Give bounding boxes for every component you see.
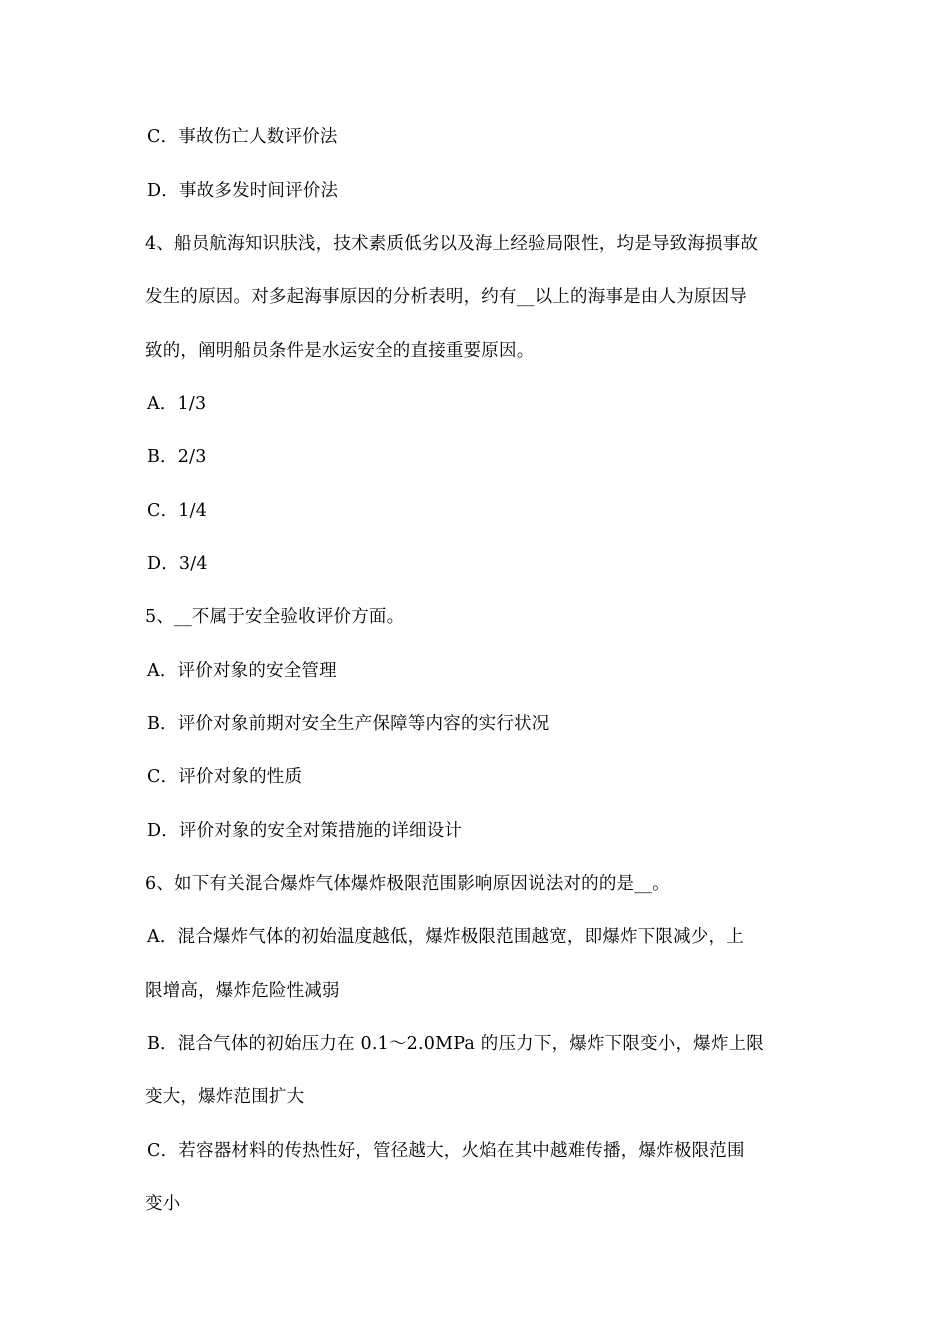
option-6a-line-2: 限增高，爆炸危险性减弱 (145, 981, 340, 1001)
option-4a: A．1/3 (147, 394, 207, 414)
question-5: 5、__不属于安全验收评价方面。 (145, 607, 405, 627)
question-4-line-2: 发生的原因。对多起海事原因的分析表明，约有__以上的海事是由人为原因导 (145, 287, 747, 307)
option-5a: A．评价对象的安全管理 (147, 661, 337, 681)
option-5b: B．评价对象前期对安全生产保障等内容的实行状况 (147, 714, 550, 734)
option-4c: C．1/4 (147, 501, 208, 521)
option-3d: D．事故多发时间评价法 (147, 181, 339, 201)
option-6c-line-1: C．若容器材料的传热性好，管径越大，火焰在其中越难传播，爆炸极限范围 (147, 1141, 745, 1161)
option-3c: C．事故伤亡人数评价法 (147, 127, 338, 147)
option-6a-line-1: A．混合爆炸气体的初始温度越低，爆炸极限范围越宽，即爆炸下限减少，上 (147, 927, 744, 947)
option-6b-line-2: 变大，爆炸范围扩大 (145, 1087, 305, 1107)
question-4-line-3: 致的，阐明船员条件是水运安全的直接重要原因。 (145, 341, 535, 361)
question-4-line-1: 4、船员航海知识肤浅，技术素质低劣以及海上经验局限性，均是导致海损事故 (145, 234, 759, 254)
option-5d: D．评价对象的安全对策措施的详细设计 (147, 821, 463, 841)
option-6b-line-1: B．混合气体的初始压力在 0.1～2.0MPa 的压力下，爆炸下限变小，爆炸上限 (147, 1034, 764, 1054)
option-5c: C．评价对象的性质 (147, 767, 303, 787)
question-6: 6、如下有关混合爆炸气体爆炸极限范围影响原因说法对的的是__。 (145, 874, 670, 894)
option-4d: D．3/4 (147, 554, 208, 574)
option-4b: B．2/3 (147, 447, 207, 467)
option-6c-line-2: 变小 (145, 1194, 181, 1214)
